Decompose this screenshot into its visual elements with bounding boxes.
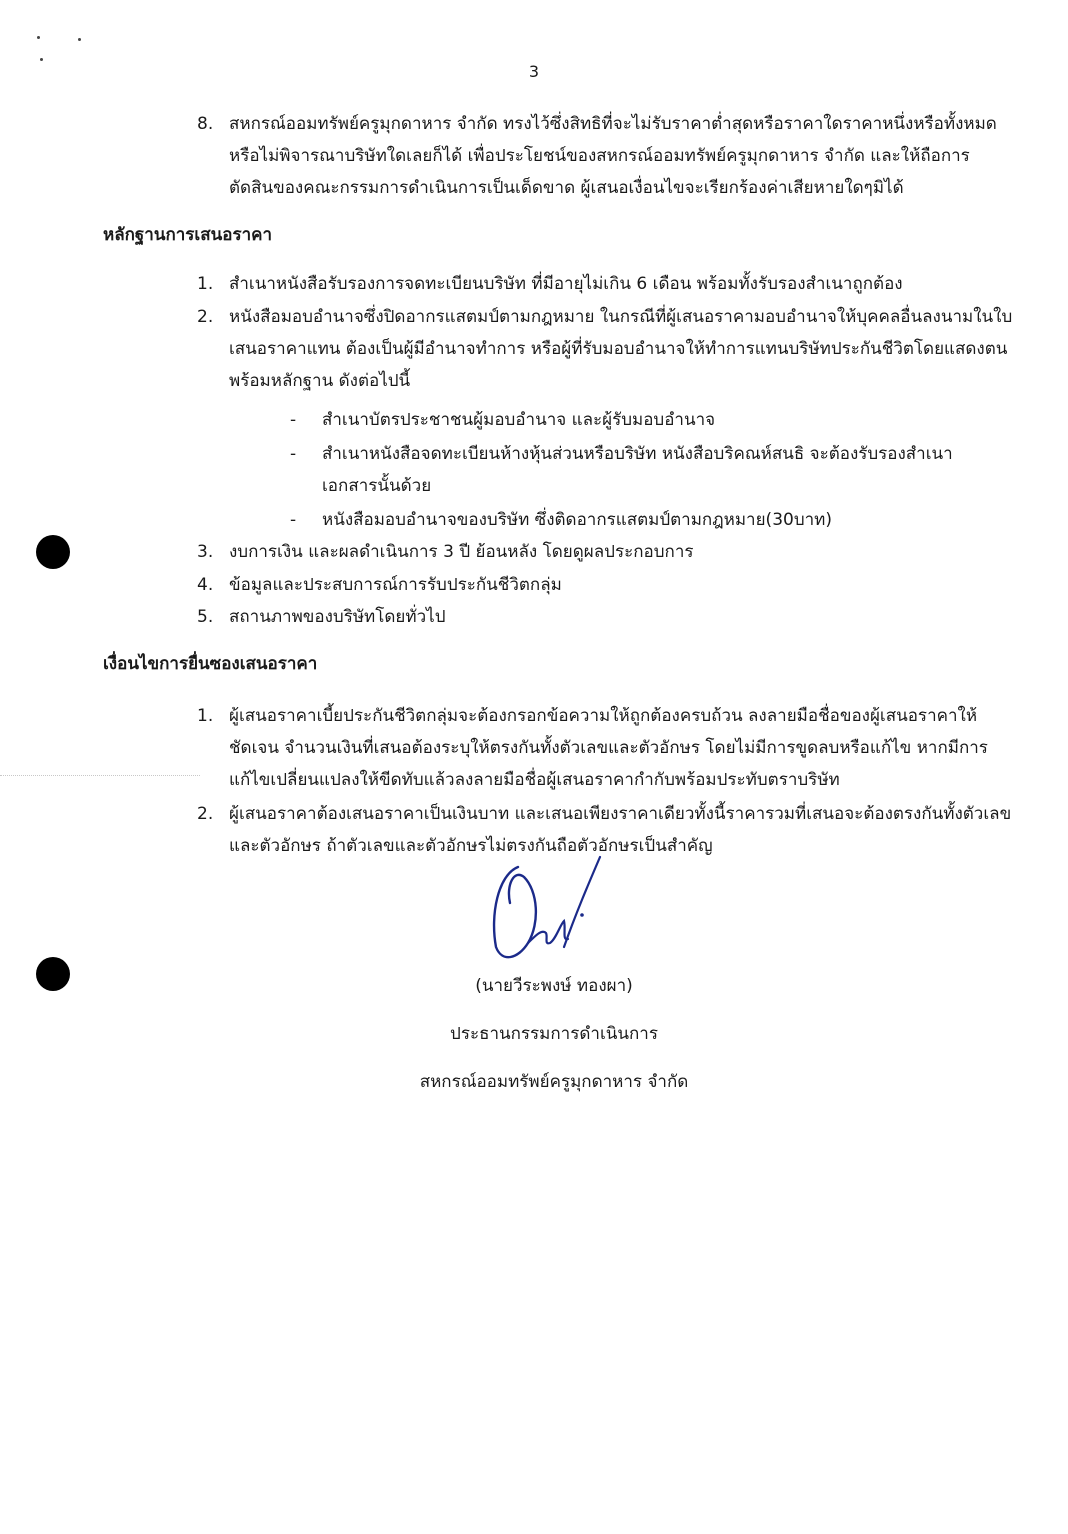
item-line: เสนอราคาแทน ต้องเป็นผู้มีอำนาจทำการ หรือผู้ที่รับมอบอำนาจให้ทำการแทนบริษัทประกันชีวิตโดยแสดงตน [229, 339, 1008, 359]
item-body [229, 536, 1009, 568]
conditions-heading: เงื่อนไขการยื่นซองเสนอราคา [103, 654, 318, 674]
evidence-heading: หลักฐานการเสนอราคา [103, 225, 273, 245]
scan-speck [37, 36, 40, 39]
clause-line: ตัดสินของคณะกรรมการดำเนินการเป็นเด็ดขาด ผู้เสนอเงื่อนไขจะเรียกร้องค่าเสียหายใดๆมิได้ [229, 178, 904, 198]
clause-line: หรือไม่พิจารณาบริษัทใดเลยก็ได้ เพื่อประโยชน์ของสหกรณ์ออมทรัพย์ครูมุกดาหาร จำกัด และให้ถือการ [229, 146, 970, 166]
bullet-body [322, 504, 832, 536]
signatory-name: (นายวีระพงษ์ ทองผา) [475, 976, 633, 996]
bullet-line: หนังสือมอบอำนาจของบริษัท ซึ่งติดอากรแสตมป์ตามกฎหมาย(30บาท) [322, 510, 832, 530]
punch-hole [36, 957, 70, 991]
item-line: แก้ไขเปลี่ยนแปลงให้ขีดทับแล้วลงลายมือชื่อผู้เสนอราคากำกับพร้อมประทับตราบริษัท [229, 770, 840, 790]
handwritten-signature [488, 855, 628, 965]
item-number: 2. [197, 804, 214, 824]
bullet-body [322, 404, 715, 436]
scan-speck [78, 38, 81, 41]
clause-line: สหกรณ์ออมทรัพย์ครูมุกดาหาร จำกัด ทรงไว้ซึ่งสิทธิที่จะไม่รับราคาต่ำสุดหรือราคาใดราคาหนึ่งหรือทั้งหมด [229, 114, 997, 134]
item-body [229, 798, 1012, 862]
item-line: ข้อมูลและประสบการณ์การรับประกันชีวิตกลุ่ม [229, 575, 562, 595]
item-number: 2. [197, 307, 214, 327]
item-body [229, 700, 1009, 796]
item-line: สำเนาหนังสือรับรองการจดทะเบียนบริษัท ที่มีอายุไม่เกิน 6 เดือน พร้อมทั้งรับรองสำเนาถูกต้อง [229, 274, 903, 294]
item-number: 1. [197, 274, 214, 294]
item-line: ชัดเจน จำนวนเงินที่เสนอต้องระบุให้ตรงกันทั้งตัวเลขและตัวอักษร โดยไม่มีการขูดลบหรือแก้ไข หากมีการ [229, 738, 988, 758]
item-line: ผู้เสนอราคาต้องเสนอราคาเป็นเงินบาท และเสนอเพียงราคาเดียวทั้งนี้ราคารวมที่เสนอจะต้องตรงกันทั้งตัวเลข [229, 804, 1012, 824]
clause-body [229, 108, 1009, 204]
item-line: พร้อมหลักฐาน ดังต่อไปนี้ [229, 371, 411, 391]
item-line: และตัวอักษร ถ้าตัวเลขและตัวอักษรไม่ตรงกันถือตัวอักษรเป็นสำคัญ [229, 836, 713, 856]
item-line: งบการเงิน และผลดำเนินการ 3 ปี ย้อนหลัง โดยดูผลประกอบการ [229, 542, 694, 562]
bullet-dash: - [290, 510, 297, 530]
item-line: สถานภาพของบริษัทโดยทั่วไป [229, 607, 446, 627]
scan-artifact-line [0, 775, 200, 776]
punch-hole [36, 535, 70, 569]
signatory-position: ประธานกรรมการดำเนินการ [450, 1024, 658, 1044]
bullet-dash: - [290, 444, 297, 464]
bullet-line: เอกสารนั้นด้วย [322, 476, 432, 496]
item-line: หนังสือมอบอำนาจซึ่งปิดอากรแสตมป์ตามกฎหมาย ในกรณีที่ผู้เสนอราคามอบอำนาจให้บุคคลอื่นลงนามในใบ [229, 307, 1013, 327]
bullet-line: สำเนาบัตรประชาชนผู้มอบอำนาจ และผู้รับมอบอำนาจ [322, 410, 716, 430]
bullet-dash: - [290, 410, 297, 430]
item-number: 3. [197, 542, 214, 562]
item-body [229, 301, 1013, 397]
clause-number: 8. [197, 114, 214, 134]
item-number: 1. [197, 706, 214, 726]
bullet-body [322, 438, 953, 502]
page-number: 3 [528, 62, 540, 81]
item-number: 4. [197, 575, 214, 595]
item-number: 5. [197, 607, 214, 627]
item-body [229, 268, 1009, 300]
scan-speck [40, 58, 43, 61]
item-body [229, 601, 1009, 633]
signatory-organization: สหกรณ์ออมทรัพย์ครูมุกดาหาร จำกัด [419, 1072, 689, 1092]
bullet-line: สำเนาหนังสือจดทะเบียนห้างหุ้นส่วนหรือบริษัท หนังสือบริคณห์สนธิ จะต้องรับรองสำเนา [322, 444, 953, 464]
item-body [229, 569, 1009, 601]
item-line: ผู้เสนอราคาเบี้ยประกันชีวิตกลุ่มจะต้องกรอกข้อความให้ถูกต้องครบถ้วน ลงลายมือชื่อของผู้เสนอราคาให้ [229, 706, 978, 726]
